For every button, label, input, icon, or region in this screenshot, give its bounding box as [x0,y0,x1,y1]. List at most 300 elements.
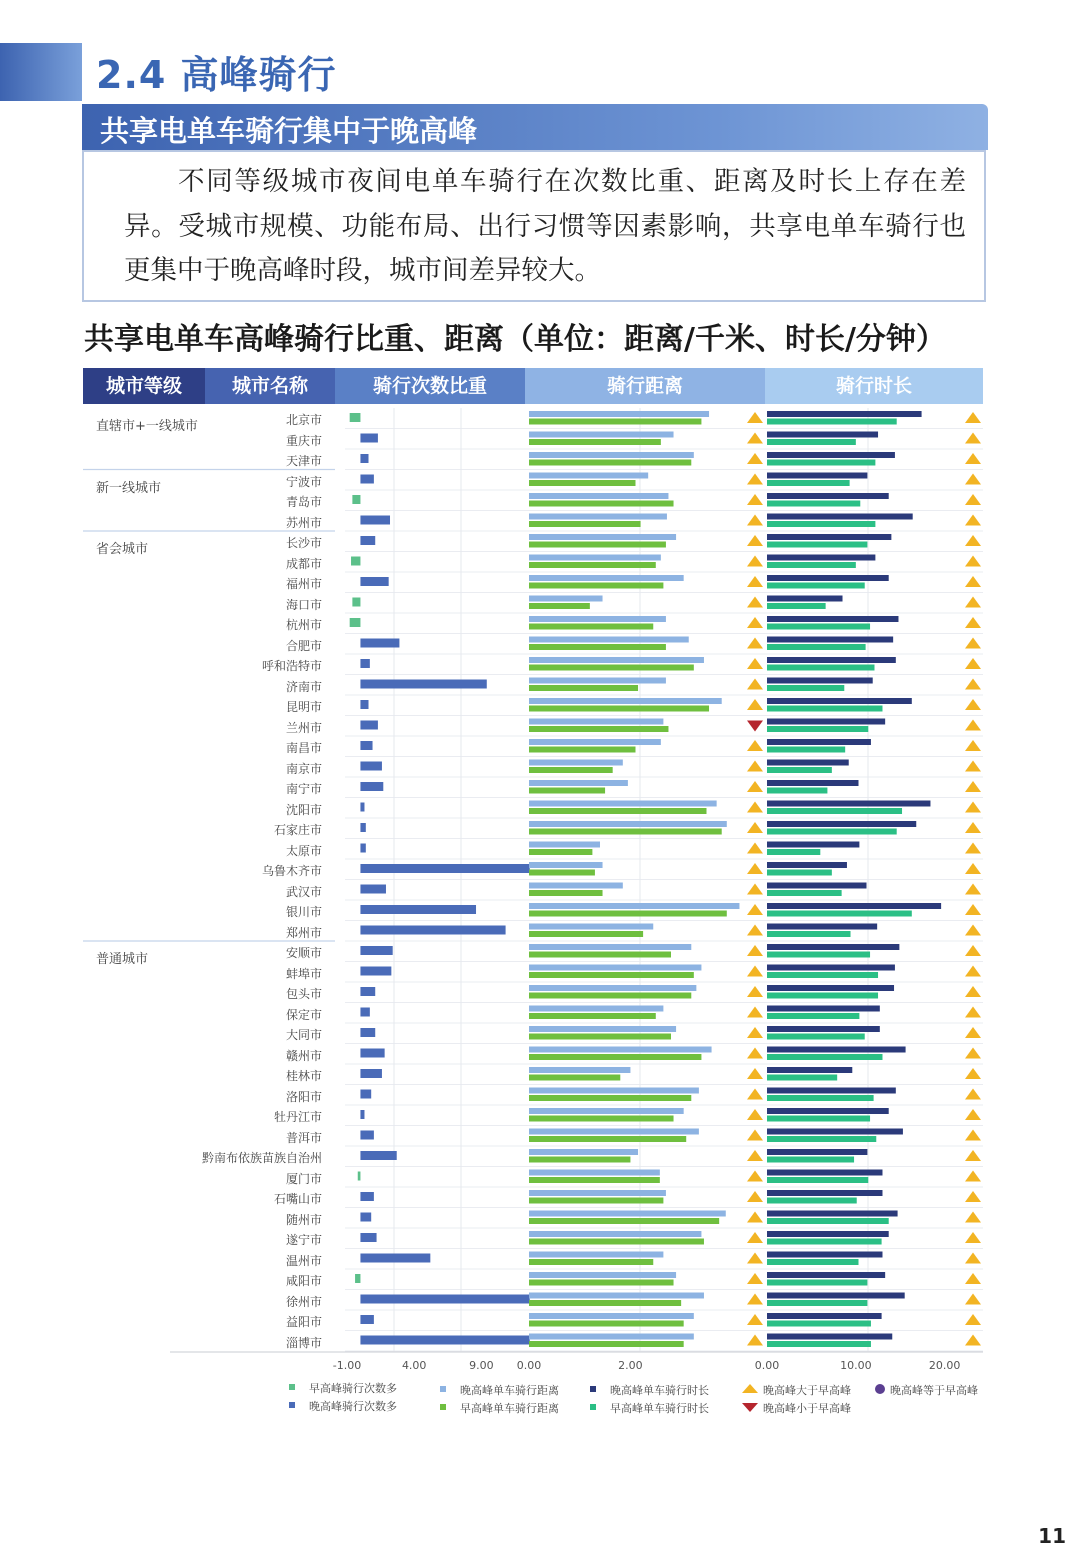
evening-distance-bar [529,1088,699,1094]
evening-distance-bar [529,985,696,991]
duration-up-marker [965,699,981,710]
evening-duration-bar [767,1293,905,1299]
morning-duration-bar [767,808,902,814]
evening-count-bar [360,475,373,484]
evening-distance-bar [529,1026,676,1032]
evening-duration-bar [767,1211,898,1217]
morning-distance-bar [529,1095,691,1101]
morning-distance-bar [529,1259,653,1265]
evening-count-bar [360,946,392,955]
evening-distance-bar [529,1067,630,1073]
city-label: 昆明市 [285,700,322,714]
evening-distance-bar [529,821,727,827]
morning-duration-bar [767,1095,874,1101]
legend-swatch [289,1384,295,1390]
morning-duration-bar [767,1013,859,1019]
city-label: 蚌埠市 [285,966,322,981]
morning-duration-bar [767,1075,837,1081]
evening-count-bar [360,536,375,545]
morning-distance-bar [529,1075,620,1081]
section-accent-bar [0,43,82,101]
morning-duration-bar [767,439,856,445]
distance-up-marker [747,945,763,956]
tier-label: 省会城市 [96,542,149,557]
city-label: 银川市 [285,905,322,919]
morning-distance-bar [529,747,636,753]
morning-distance-bar [529,419,701,425]
evening-duration-bar [767,842,859,848]
evening-count-bar [360,905,476,914]
duration-up-marker [965,1253,981,1264]
city-label: 包头市 [285,987,322,1001]
evening-distance-bar [529,842,600,848]
page-number: 11 [1038,1524,1066,1548]
x-tick-label: 0.00 [516,1359,542,1372]
evening-distance-bar [529,780,628,786]
distance-up-marker [747,412,763,423]
morning-duration-bar [767,993,878,999]
city-label: 天津市 [285,454,322,468]
morning-duration-bar [767,767,832,773]
city-label: 遂宁市 [285,1233,322,1247]
city-label: 南京市 [285,761,322,776]
evening-count-bar [360,741,372,750]
distance-up-marker [747,986,763,997]
duration-up-marker [965,453,981,464]
evening-duration-bar [767,1149,867,1155]
legend-swatch [289,1402,295,1408]
evening-count-bar [360,721,377,730]
duration-up-marker [965,1294,981,1305]
evening-duration-bar [767,965,895,971]
distance-up-marker [747,1027,763,1038]
evening-duration-bar [767,678,873,684]
evening-distance-bar [529,411,709,417]
duration-up-marker [965,740,981,751]
distance-up-marker [747,740,763,751]
evening-count-bar [360,680,486,689]
morning-distance-bar [529,480,636,486]
legend-swatch [440,1386,446,1392]
duration-up-marker [965,1232,981,1243]
evening-duration-bar [767,534,891,540]
city-label: 济南市 [285,679,322,694]
duration-up-marker [965,720,981,731]
morning-duration-bar [767,726,868,732]
tier-label: 普通城市 [96,952,149,967]
evening-count-bar [360,1192,373,1201]
legend-swatch [742,1384,758,1393]
city-label: 宁波市 [285,474,322,489]
morning-distance-bar [529,952,671,958]
evening-duration-bar [767,1108,889,1114]
duration-up-marker [965,1109,981,1120]
distance-up-marker [747,1335,763,1346]
evening-count-bar [360,1028,375,1037]
evening-duration-bar [767,1088,896,1094]
evening-distance-bar [529,1129,699,1135]
distance-up-marker [747,1171,763,1182]
duration-up-marker [965,1171,981,1182]
distance-up-marker [747,1212,763,1223]
evening-distance-bar [529,575,684,581]
duration-up-marker [965,1048,981,1059]
evening-count-bar [360,1315,373,1324]
duration-up-marker [965,1314,981,1325]
evening-distance-bar [529,1006,663,1012]
morning-distance-bar [529,562,656,568]
duration-up-marker [965,843,981,854]
distance-up-marker [747,761,763,772]
distance-up-marker [747,617,763,628]
duration-up-marker [965,863,981,874]
evening-distance-bar [529,944,691,950]
evening-distance-bar [529,965,701,971]
x-tick-label: -1.00 [332,1359,362,1372]
evening-duration-bar [767,657,896,663]
evening-duration-bar [767,739,871,745]
evening-count-bar [360,782,383,791]
distance-up-marker [747,822,763,833]
evening-duration-bar [767,616,898,622]
evening-duration-bar [767,883,866,889]
distance-up-marker [747,1253,763,1264]
morning-count-bar [351,557,360,566]
tier-label: 直辖市+一线城市 [96,419,198,434]
morning-duration-bar [767,972,878,978]
evening-count-bar [360,967,391,976]
distance-up-marker [747,1089,763,1100]
legend-swatch [590,1386,596,1392]
morning-duration-bar [767,890,842,896]
morning-duration-bar [767,829,897,835]
city-label: 海口市 [285,597,322,612]
x-tick-label: 10.00 [840,1359,872,1372]
morning-distance-bar [529,993,691,999]
evening-count-bar [360,1069,382,1078]
evening-distance-bar [529,1149,638,1155]
legend-label: 晚高峰单车骑行时长 [610,1384,709,1397]
city-label: 淄博市 [285,1335,322,1350]
duration-up-marker [965,597,981,608]
morning-count-bar [350,413,361,422]
evening-distance-bar [529,473,648,479]
evening-duration-bar [767,801,930,807]
morning-duration-bar [767,1157,854,1163]
evening-duration-bar [767,1334,892,1340]
distance-up-marker [747,1314,763,1325]
evening-distance-bar [529,678,666,684]
evening-count-bar [360,864,529,873]
evening-duration-bar [767,719,885,725]
morning-duration-bar [767,1136,876,1142]
distance-up-marker [747,1130,763,1141]
evening-distance-bar [529,1252,663,1258]
city-label: 洛阳市 [285,1089,322,1104]
morning-duration-bar [767,562,856,568]
city-label: 大同市 [285,1028,322,1042]
evening-duration-bar [767,924,877,930]
city-label: 成都市 [285,556,322,571]
morning-distance-bar [529,501,674,507]
city-label: 重庆市 [285,433,322,448]
duration-up-marker [965,535,981,546]
morning-duration-bar [767,542,867,548]
city-label: 温州市 [285,1253,322,1268]
city-label: 武汉市 [285,884,322,899]
x-tick-label: 0.00 [754,1359,780,1372]
evening-count-bar [360,1213,371,1222]
subtitle-text: 共享电单车骑行集中于晚高峰 [100,114,478,148]
city-label: 乌鲁木齐市 [261,864,322,878]
evening-duration-bar [767,903,941,909]
morning-distance-bar [529,1280,674,1286]
morning-duration-bar [767,870,832,876]
evening-distance-bar [529,1211,726,1217]
city-label: 保定市 [285,1007,322,1022]
morning-distance-bar [529,1177,660,1183]
city-label: 福州市 [285,577,322,591]
city-label: 呼和浩特市 [261,659,322,673]
morning-distance-bar [529,1300,681,1306]
evening-duration-bar [767,1252,882,1258]
city-label: 北京市 [285,413,322,427]
evening-duration-bar [767,698,912,704]
duration-up-marker [965,658,981,669]
morning-distance-bar [529,685,638,691]
evening-duration-bar [767,596,843,602]
duration-up-marker [965,494,981,505]
evening-count-bar [360,1049,384,1058]
city-label: 普洱市 [285,1130,322,1145]
evening-distance-bar [529,1272,676,1278]
distance-up-marker [747,843,763,854]
legend-label: 晚高峰小于早高峰 [763,1402,851,1415]
legend-label: 早高峰单车骑行距离 [460,1402,559,1415]
morning-distance-bar [529,583,663,589]
morning-distance-bar [529,1157,630,1163]
distance-up-marker [747,1007,763,1018]
evening-duration-bar [767,1272,885,1278]
morning-distance-bar [529,542,666,548]
evening-distance-bar [529,760,623,766]
legend-swatch [440,1404,446,1410]
duration-up-marker [965,412,981,423]
x-tick-label: 4.00 [401,1359,427,1372]
evening-distance-bar [529,432,674,438]
city-label: 石嘴山市 [273,1192,322,1206]
morning-distance-bar [529,1341,684,1347]
evening-duration-bar [767,821,916,827]
morning-duration-bar [767,706,882,712]
duration-up-marker [965,556,981,567]
evening-duration-bar [767,760,849,766]
morning-distance-bar [529,767,613,773]
evening-distance-bar [529,616,666,622]
morning-count-bar [358,1172,361,1181]
evening-count-bar [360,1131,373,1140]
evening-count-bar [360,762,382,771]
chart-title: 共享电单车高峰骑行比重、距离（单位：距离/千米、时长/分钟） [84,322,946,357]
legend-label: 早高峰骑行次数多 [309,1382,397,1395]
city-label: 安顺市 [285,946,322,960]
duration-up-marker [965,1212,981,1223]
duration-up-marker [965,679,981,690]
duration-up-marker [965,761,981,772]
evening-distance-bar [529,739,661,745]
duration-up-marker [965,617,981,628]
morning-duration-bar [767,788,827,794]
morning-duration-bar [767,685,844,691]
evening-count-bar [360,1254,430,1263]
evening-distance-bar [529,514,667,520]
distance-down-marker [747,721,763,732]
evening-count-bar [360,639,399,648]
x-tick-label: 2.00 [618,1359,643,1372]
morning-duration-bar [767,1054,882,1060]
evening-count-bar [360,1233,376,1242]
morning-duration-bar [767,460,875,466]
distance-up-marker [747,474,763,485]
evening-distance-bar [529,698,722,704]
legend-swatch [742,1403,758,1412]
city-label: 徐州市 [285,1294,322,1309]
morning-duration-bar [767,603,826,609]
duration-up-marker [965,1007,981,1018]
evening-duration-bar [767,944,899,950]
evening-count-bar [360,1090,371,1099]
distance-up-marker [747,904,763,915]
duration-up-marker [965,802,981,813]
evening-distance-bar [529,657,704,663]
distance-up-marker [747,802,763,813]
legend-label: 晚高峰等于早高峰 [890,1384,978,1397]
evening-count-bar [360,454,368,463]
morning-duration-bar [767,501,860,507]
evening-duration-bar [767,1190,882,1196]
evening-count-bar [360,1151,396,1160]
duration-up-marker [965,638,981,649]
evening-distance-bar [529,452,694,458]
evening-duration-bar [767,1067,852,1073]
morning-duration-bar [767,1259,859,1265]
legend-swatch [590,1404,596,1410]
evening-count-bar [360,823,365,832]
evening-duration-bar [767,985,894,991]
legend-swatch [875,1384,885,1394]
distance-up-marker [747,597,763,608]
morning-distance-bar [529,1239,704,1245]
morning-distance-bar [529,460,691,466]
morning-duration-bar [767,1198,857,1204]
evening-count-bar [360,1110,364,1119]
distance-up-marker [747,699,763,710]
morning-count-bar [355,1274,360,1283]
morning-duration-bar [767,1341,871,1347]
morning-distance-bar [529,1116,674,1122]
evening-distance-bar [529,1190,666,1196]
duration-up-marker [965,576,981,587]
morning-distance-bar [529,1321,684,1327]
distance-up-marker [747,1191,763,1202]
morning-distance-bar [529,890,603,896]
distance-up-marker [747,494,763,505]
distance-up-marker [747,884,763,895]
header-dist: 骑行距离 [525,368,765,404]
evening-duration-bar [767,1026,880,1032]
morning-duration-bar [767,1116,870,1122]
evening-duration-bar [767,1170,882,1176]
evening-count-bar [360,1336,529,1345]
x-tick-label: 9.00 [469,1359,494,1372]
morning-duration-bar [767,1034,865,1040]
morning-distance-bar [529,972,694,978]
city-label: 太原市 [285,843,322,858]
distance-up-marker [747,1068,763,1079]
evening-distance-bar [529,1293,704,1299]
distance-up-marker [747,1048,763,1059]
evening-duration-bar [767,575,889,581]
legend-label: 晚高峰单车骑行距离 [460,1384,559,1397]
evening-count-bar [360,987,375,996]
duration-up-marker [965,904,981,915]
section-title: 2.4 高峰骑行 [96,53,337,97]
distance-up-marker [747,1150,763,1161]
distance-up-marker [747,433,763,444]
morning-distance-bar [529,1136,686,1142]
duration-up-marker [965,781,981,792]
city-label: 益阳市 [285,1315,322,1329]
distance-up-marker [747,576,763,587]
evening-duration-bar [767,1231,889,1237]
evening-distance-bar [529,1047,712,1053]
duration-up-marker [965,1191,981,1202]
distance-up-marker [747,556,763,567]
distance-up-marker [747,658,763,669]
morning-duration-bar [767,521,875,527]
evening-distance-bar [529,801,717,807]
duration-up-marker [965,966,981,977]
distance-up-marker [747,781,763,792]
paragraph-text: 不同等级城市夜间电单车骑行在次数比重、距离及时长上存在差异。受城市规模、功能布局、出行习惯等因素影响，共享电单车骑行也更集中于晚高峰时段，城市间差异较大。 [124,166,966,286]
city-label: 南宁市 [285,782,322,796]
morning-distance-bar [529,644,666,650]
evening-distance-bar [529,903,739,909]
city-label: 杭州市 [285,618,322,632]
header-city: 城市名称 [205,368,335,404]
legend-label: 晚高峰大于早高峰 [763,1384,851,1397]
evening-duration-bar [767,555,875,561]
duration-up-marker [965,474,981,485]
morning-distance-bar [529,439,661,445]
duration-up-marker [965,1027,981,1038]
legend-label: 晚高峰骑行次数多 [309,1400,397,1413]
evening-distance-bar [529,534,676,540]
morning-distance-bar [529,931,643,937]
morning-distance-bar [529,665,694,671]
evening-duration-bar [767,432,878,438]
duration-up-marker [965,925,981,936]
duration-up-marker [965,515,981,526]
evening-duration-bar [767,1047,906,1053]
morning-duration-bar [767,419,897,425]
duration-up-marker [965,1150,981,1161]
morning-duration-bar [767,1300,867,1306]
legend-label: 早高峰单车骑行时长 [610,1402,709,1415]
morning-distance-bar [529,1034,671,1040]
city-label: 石家庄市 [273,823,322,837]
city-label: 咸阳市 [285,1274,322,1288]
